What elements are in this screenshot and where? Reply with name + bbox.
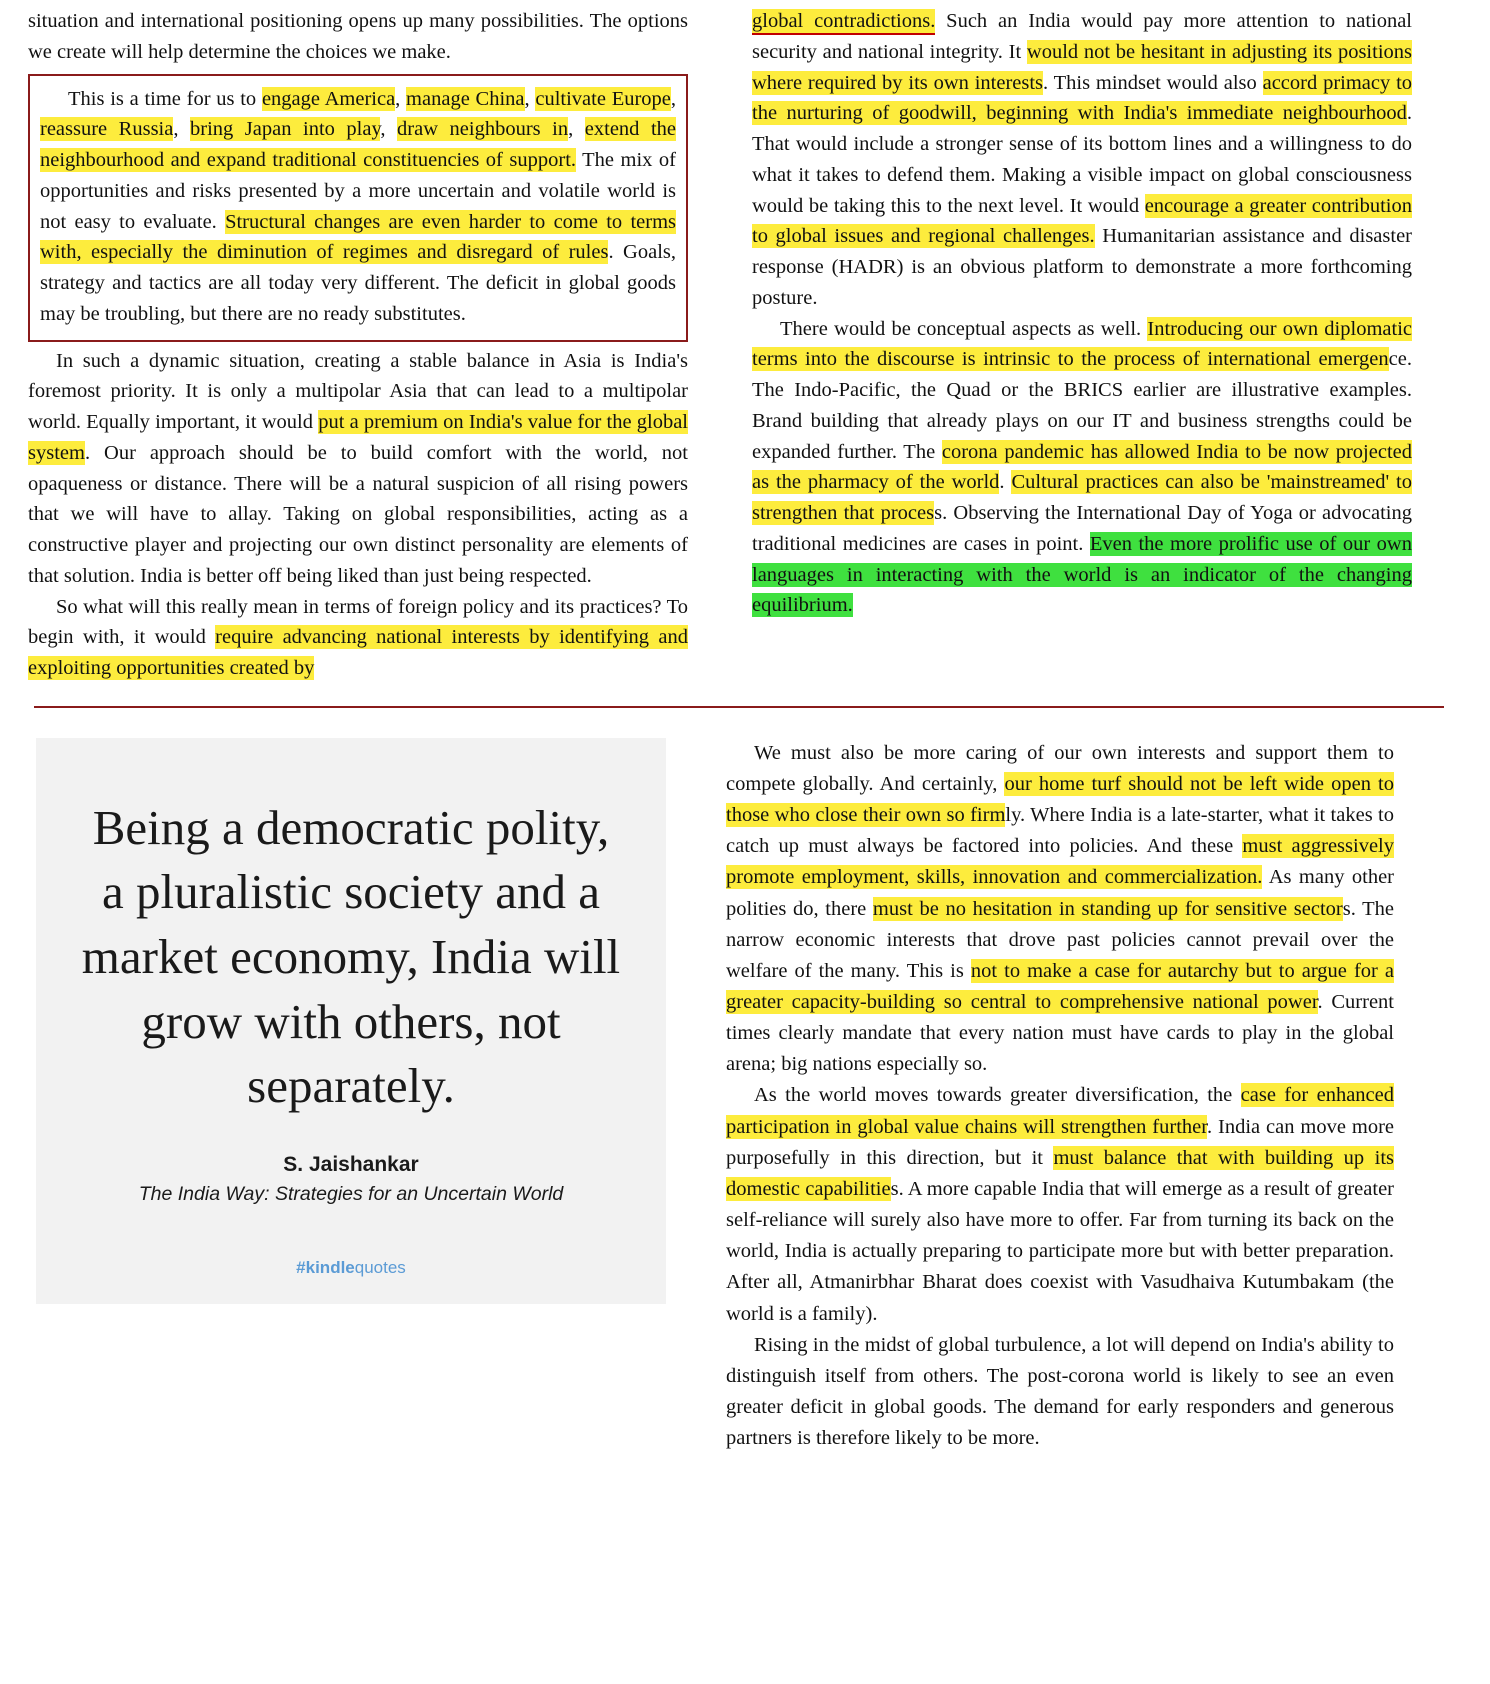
text-run: s. A more capable India that will emerge as a result of greater self-reliance will surely also have more to offer. Far from turning its back on the world, India is actually preparing to participate more but with better preparation. After all, Atmanirbhar Bharat does coexist with Vasudhaiva Kutumbakam (the world is a family). (726, 1177, 1394, 1325)
text-run: In such a dynamic situation, creating a stable balance in Asia is India's foremost priority. It is only a multipolar Asia that can lead to a multipolar world. Equally important, it would (28, 349, 688, 433)
highlight-green: Even the more prolific use of our own languages in interacting with the world is an indicator of the changing equilibrium. (752, 532, 1412, 617)
text-run: As many other polities do, there (726, 866, 1394, 920)
highlight-yellow: cultivate Europe (535, 87, 671, 110)
highlight-yellow: Structural changes are even harder to come to terms with, especially the diminution of regimes and disregard of rules (40, 210, 676, 264)
paragraph-value-chains (726, 1080, 1394, 1329)
quote-text: Being a democratic polity, a pluralistic society and a market economy, India will grow with others, not separately. (81, 799, 621, 1114)
text-run: So what will this really mean in terms of foreign policy and its practices? To begin with, it would (28, 595, 688, 649)
text-run: , (395, 87, 407, 110)
highlight-yellow: bring Japan into play (190, 118, 381, 141)
paragraph-home-turf (726, 738, 1394, 1081)
text-run: This is a time for us to (68, 87, 262, 110)
text-run: Such an India would pay more attention to national security and national integrity. It (752, 10, 1413, 63)
highlight-yellow: Cultural practices can also be 'mainstreamed' to strengthen that proces (752, 471, 1413, 524)
highlight-yellow: not to make a case for autarchy but to argue for a greater capacity-building so central to comprehensive national power (726, 959, 1394, 1013)
highlight-yellow: must balance that with building up its domestic capabilitie (726, 1146, 1394, 1200)
highlight-yellow: put a premium on India's value for the global system (28, 411, 688, 464)
paragraph-foreign-policy (28, 592, 688, 684)
text-run: , (524, 87, 536, 110)
highlight-yellow: case for enhanced participation in global value chains will strengthen further (726, 1084, 1394, 1138)
text-run: Humanitarian assistance and disaster response (HADR) is an obvious platform to demonstrate a more forthcoming posture. (752, 225, 1412, 309)
paragraph-global-contradictions (752, 6, 1412, 314)
quote-author: S. Jaishankar (283, 1153, 419, 1177)
bottom-right-column (726, 738, 1394, 1455)
highlight-yellow: extend the neighbourhood and expand traditional constituencies of support. (40, 118, 676, 171)
highlight-yellow: engage America (261, 87, 396, 110)
text-run: , (670, 87, 677, 110)
text-run: , (173, 118, 191, 141)
text-run: . Our approach should be to build comfort with the world, not opaqueness or distance. There will be a natural suspicion of all rising powers that we will have to allay. Taking on global responsibilities, acting as a constructive player and projecting our own distinct personality are elements of that solution. India is better off being liked than just being respected. (28, 441, 688, 587)
text-run: , (380, 118, 398, 141)
text-run: ly. Where India is a late-starter, what it takes to catch up must always be factored into policies. And these (726, 804, 1394, 858)
text-run: s. The narrow economic interests that drove past policies cannot prevail over the welfare of the many. This is (726, 897, 1394, 982)
bottom-two-column-section (28, 708, 1462, 1465)
top-right-column (752, 6, 1412, 684)
text-run: . India can move more purposefully in this direction, but it (726, 1115, 1395, 1169)
highlight-yellow: manage China (406, 87, 525, 110)
kindle-tag-bold: #kindle (296, 1258, 355, 1278)
text-run: Rising in the midst of global turbulence, a lot will depend on India's ability to distinguish itself from others. The post-corona world is likely to see an even greater deficit in global goods. The demand for early responders and generous partners is therefore likely to be more. (726, 1333, 1394, 1450)
paragraph-continuation (28, 6, 688, 68)
text-run: . Current times clearly mandate that every nation must have cards to play in the global arena; big nations especially so. (726, 991, 1394, 1076)
text-run: . That would include a stronger sense of its bottom lines and a willingness to do what it takes to defend them. Making a visible impact on global consciousness would be taking this to the next level. It would (752, 102, 1412, 217)
top-two-column-section (28, 0, 1462, 684)
paragraph-text: situation and international positioning opens up many possibilities. The options we create will help determine the choices we make. (28, 10, 688, 63)
kindle-tag-rest: quotes (354, 1258, 406, 1278)
quote-column (28, 738, 666, 1455)
text-run: ce. The Indo-Pacific, the Quad or the BRICS earlier are illustrative examples. Brand building that already plays on our IT and business strengths could be expanded further. The (752, 348, 1412, 463)
paragraph-conceptual-aspects (752, 314, 1412, 622)
boxed-paragraph (40, 84, 676, 330)
red-boxed-annotation (28, 74, 688, 342)
highlight-yellow: encourage a greater contribution to global issues and regional challenges. (752, 194, 1412, 248)
text-run: s. Observing the International Day of Yoga or advocating traditional medicines are cases in point. (752, 502, 1412, 555)
text-run: There would be conceptual aspects as well. (780, 317, 1148, 340)
text-run: . This mindset would also (1043, 71, 1263, 94)
highlight-yellow: accord primacy to the nurturing of goodwill, beginning with India's immediate neighbourhood (752, 71, 1413, 125)
paragraph-global-turbulence (726, 1330, 1394, 1455)
highlight-yellow: must aggressively promote employment, skills, innovation and commercialization. (726, 835, 1394, 889)
text-run: . (999, 471, 1012, 494)
text-run: , (568, 118, 585, 141)
highlight-yellow: Introducing our own diplomatic terms into the discourse is intrinsic to the process of international emergen (752, 317, 1412, 371)
top-left-column (28, 6, 688, 684)
highlight-yellow: would not be hesitant in adjusting its positions where required by its own interests (752, 40, 1412, 94)
highlight-yellow: corona pandemic has allowed India to be now projected as the pharmacy of the world (752, 440, 1412, 494)
highlight-yellow: require advancing national interests by identifying and exploiting opportunities created by (28, 626, 688, 679)
highlight-yellow: our home turf should not be left wide open to those who close their own so firm (726, 772, 1394, 827)
highlight-yellow: must be no hesitation in standing up for sensitive sector (872, 897, 1343, 920)
text-run: The mix of opportunities and risks presented by a more uncertain and volatile world is not easy to evaluate. (40, 149, 676, 233)
paragraph-asia-balance (28, 346, 688, 592)
text-run: . Goals, strategy and tactics are all today very different. The deficit in global goods may be troubling, but there are no ready substitutes. (40, 241, 677, 325)
kindle-quotes-tag (76, 1258, 626, 1278)
text-run: As the world moves towards greater diversification, the (754, 1084, 1241, 1107)
text-run: We must also be more caring of our own interests and support them to compete globally. And certainly, (726, 741, 1394, 795)
quote-source: The India Way: Strategies for an Uncertain World (138, 1183, 564, 1206)
kindle-quote-card (36, 738, 666, 1304)
highlight-yellow: draw neighbours in (397, 118, 569, 141)
highlight-yellow: reassure Russia (40, 118, 174, 141)
highlight-yellow-underlined-red: global contradictions. (752, 9, 935, 35)
